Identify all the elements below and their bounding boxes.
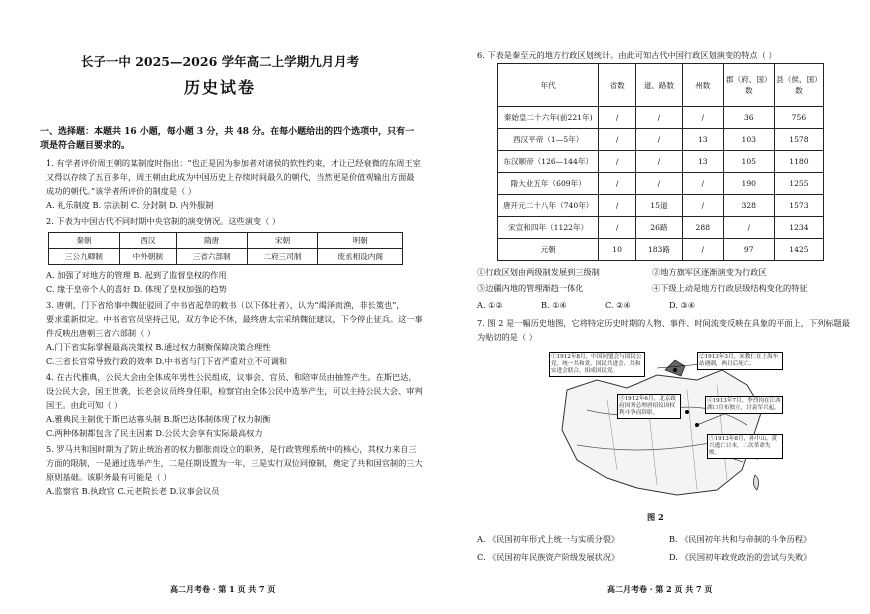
- table-header: 州数: [682, 64, 723, 107]
- q7-line: 7. 图 2 是一幅历史地图，它将特定历史时期的人物、事件、时间流变反映在具象的平面上，下列标题最: [477, 318, 850, 328]
- map-note: ①1912年8月，中国同盟会与国民公党、统一共和党、国民共进会、共和实进会联合，组成国民党。: [549, 352, 645, 377]
- table-cell: /: [682, 107, 723, 129]
- table-cell: 中外朝制: [119, 249, 176, 265]
- q3-line: 件反映出唐朝三省六部制（ ）: [46, 328, 156, 338]
- q5-line: 5. 罗马共和国时期为了防止统治者的权力膨胀而设立的职务，是行政管理系统中的核心，其权力来自三: [46, 444, 417, 454]
- q3-line: 3. 唐朝，门下省给事中魏征驳回了中书省起草的敕书（以下体壮者），认为“竭泽而渔，非长策也”，: [46, 300, 405, 310]
- table-header: 宋朝: [247, 233, 318, 249]
- q5-line: 原则基础。该职务最有可能是（ ）: [46, 472, 172, 482]
- q6-item: ④下级上动是地方行政层级结构变化的特征: [652, 283, 808, 293]
- q3-options: C.三省长官常导致行政的效率 D.中书省与门下省严重对立不可调和: [46, 356, 288, 366]
- q2-options: A. 加强了对地方的管理 B. 起到了监督皇权的作用: [46, 270, 227, 280]
- q6-option: A. ①②: [477, 300, 503, 310]
- table-row: [498, 217, 824, 239]
- q2-stem: 2. 下表为中国古代不同时期中央官制的演变情况。这些演变（ ）: [46, 216, 281, 226]
- table-cell: 秦始皇二十六年(前221年): [498, 107, 599, 129]
- table-cell: 756: [774, 107, 823, 129]
- q6-stem: 6. 下表是秦至元的地方行政区划统计。由此可知古代中国行政区划演变的特点（ ）: [477, 50, 777, 60]
- table-header: 明朝: [318, 233, 403, 249]
- q4-options: A.雅典民主制优于斯巴达寡头制 B.斯巴达体制体现了权力制衡: [46, 414, 271, 424]
- table-cell: 1573: [774, 195, 823, 217]
- section-heading-2: 项是符合题目要求的。: [40, 141, 131, 151]
- q4-line: 国王。由此可知（ ）: [46, 400, 123, 410]
- q7-line: 为贴切的是（ ）: [477, 332, 537, 342]
- q6-option: C. ②④: [605, 300, 631, 310]
- table-cell: /: [599, 151, 636, 173]
- table-cell: 西汉平帝（1—5年）: [498, 129, 599, 151]
- exam-title: 长子一中 2025—2026 学年高二上学期九月月考: [80, 54, 360, 69]
- figure-caption: 图 2: [647, 512, 664, 522]
- table-cell: /: [599, 217, 636, 239]
- table-header: 道、路数: [635, 64, 682, 107]
- exam-page-2: [437, 0, 870, 614]
- table-cell: 10: [599, 239, 636, 261]
- map-note: ④1913年7月，李烈钧在江西湖口宣布独立，讨袁军兴起。: [705, 396, 783, 414]
- q6-item: ③边疆内地的管理渐趋一体化: [477, 283, 584, 293]
- table-row: [498, 129, 824, 151]
- q4-options: C.两种体制都包含了民主因素 D.公民大会享有实际最高权力: [46, 428, 263, 438]
- table-cell: 15道: [635, 195, 682, 217]
- table-cell: 1425: [774, 239, 823, 261]
- table-header: 秦朝: [49, 233, 120, 249]
- official-system-table: [48, 232, 403, 265]
- table-cell: 1578: [774, 129, 823, 151]
- q6-option: B. ①④: [541, 300, 567, 310]
- table-cell: /: [682, 195, 723, 217]
- table-cell: /: [635, 151, 682, 173]
- historical-map: [547, 350, 783, 500]
- table-row: [498, 195, 824, 217]
- table-cell: 三公九卿制: [49, 249, 120, 265]
- table-cell: 190: [723, 173, 774, 195]
- q7-option: B. 《民国初年共和与帝制的斗争历程》: [669, 534, 812, 544]
- map-note: ⑤1913年8月，孙中山、黄兴逃亡日本，二次革命失败。: [707, 434, 783, 459]
- q3-line: 要求重新拟定。中书省官员坚持己见，双方争论不休，最终唐太宗采纳魏征建议，下令停止征兵。这一事: [46, 314, 423, 324]
- table-cell: /: [635, 107, 682, 129]
- q1-line: 又得以存续了五百多年，周王朝由此成为中国历史上存续时间最久的朝代，当然更是价值观输出方面最: [46, 172, 415, 182]
- table-cell: 36: [723, 107, 774, 129]
- table-cell: 三省六部制: [176, 249, 247, 265]
- table-header: 隋唐: [176, 233, 247, 249]
- q4-line: 设公民大会，国王世袭，长老会议员终身任职，检察官由全体公民中选举产生，可以主持公民大会、审判: [46, 386, 423, 396]
- table-cell: 唐开元二十八年（740年）: [498, 195, 599, 217]
- table-row: [498, 239, 824, 261]
- q1-line: 成功的朝代。”该学者所评价的制度是（ ）: [46, 186, 197, 196]
- table-cell: 26路: [635, 217, 682, 239]
- table-cell: 1180: [774, 151, 823, 173]
- table-cell: /: [599, 173, 636, 195]
- table-cell: /: [723, 217, 774, 239]
- table-row: [498, 173, 824, 195]
- q4-line: 4. 在古代雅典，公民大会由全体成年男性公民组成，议事会、官员、和陪审员由抽签产生。在斯巴达，: [46, 372, 417, 382]
- q1-line: 1. 有学者评价周王朝的某制度时指出：“也正是因为参加者对诸侯的软性约束，才让已经衰微的东周王室: [46, 158, 421, 168]
- table-row: [498, 151, 824, 173]
- table-cell: 328: [723, 195, 774, 217]
- map-note: ③1912年6月，北京政府国务总理唐绍仪因权利斗争而辞职。: [617, 394, 681, 419]
- table-cell: 废丞相设内阁: [318, 249, 403, 265]
- table-cell: 元朝: [498, 239, 599, 261]
- table-cell: /: [599, 107, 636, 129]
- table-cell: 97: [723, 239, 774, 261]
- table-cell: /: [599, 129, 636, 151]
- table-cell: 东汉顺帝（126—144年）: [498, 151, 599, 173]
- table-cell: 183路: [635, 239, 682, 261]
- table-row: [498, 107, 824, 129]
- table-header: 县（侯、国）数: [774, 64, 823, 107]
- map-note: ②1913年3月，宋教仁在上海车站遇刺，两日后死亡。: [697, 352, 783, 370]
- table-cell: 二府三司制: [247, 249, 318, 265]
- table-cell: 隋大业五年（609年）: [498, 173, 599, 195]
- q7-option: C. 《民国初年民族资产阶级发展状况》: [477, 552, 620, 562]
- q7-option: D. 《民国初年政党政治的尝试与失败》: [669, 552, 812, 562]
- q5-line: 方面的限制，一是通过选举产生，二是任期设置为一年，三是实行双位同僚制，奠定了共和国官制的三大: [46, 458, 423, 468]
- exam-subject: 历史试卷: [183, 78, 256, 97]
- table-cell: /: [682, 239, 723, 261]
- table-cell: 105: [723, 151, 774, 173]
- table-cell: 288: [682, 217, 723, 239]
- admin-division-table: [497, 63, 824, 261]
- page-footer: 高二月考卷 · 第 1 页 共 7 页: [170, 584, 276, 594]
- q3-options: A.门下省实际掌握最高决策权 B.通过权力制衡保障决策合理性: [46, 342, 271, 352]
- table-cell: 13: [682, 151, 723, 173]
- q6-item: ②地方旗军区逐渐演变为行政区: [652, 267, 767, 277]
- table-cell: 103: [723, 129, 774, 151]
- table-cell: 13: [682, 129, 723, 151]
- q7-option: A. 《民国初年形式上统一与实质分裂》: [477, 534, 620, 544]
- table-cell: /: [635, 173, 682, 195]
- table-cell: /: [682, 173, 723, 195]
- page-footer: 高二月考卷 · 第 2 页 共 7 页: [607, 584, 713, 594]
- q5-options: A.监察官 B.执政官 C.元老院长老 D.议事会议员: [46, 486, 220, 496]
- table-cell: 宋宣和四年（1122年）: [498, 217, 599, 239]
- table-header: 年代: [498, 64, 599, 107]
- q2-options: C. 缘于皇帝个人的喜好 D. 体现了皇权加强的趋势: [46, 284, 227, 294]
- table-header: 省数: [599, 64, 636, 107]
- table-cell: /: [635, 129, 682, 151]
- q6-option: D. ③④: [669, 300, 696, 310]
- table-cell: 1255: [774, 173, 823, 195]
- q1-options: A. 礼乐制度 B. 宗法制 C. 分封制 D. 内外服制: [46, 200, 214, 210]
- table-cell: 1234: [774, 217, 823, 239]
- table-header: 西汉: [119, 233, 176, 249]
- section-heading: 一、选择题：本题共 16 小题，每小题 3 分，共 48 分。在每小题给出的四个选项中，只有一: [40, 127, 415, 137]
- q6-item: ①行政区划由两级制发展到三级制: [477, 267, 600, 277]
- table-cell: /: [599, 195, 636, 217]
- table-header: 郡（府、国）数: [723, 64, 774, 107]
